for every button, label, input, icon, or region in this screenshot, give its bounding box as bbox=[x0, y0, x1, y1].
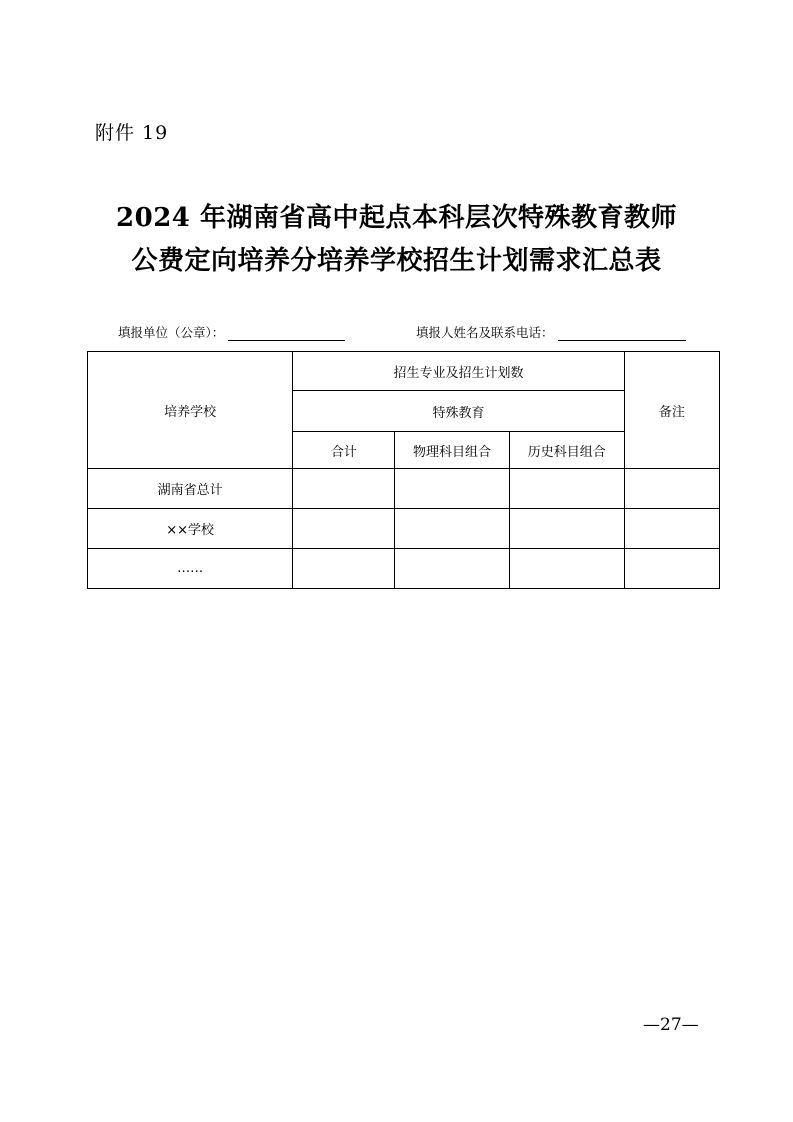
total-cell[interactable] bbox=[293, 549, 395, 589]
school-header: 培养学校 bbox=[88, 352, 293, 469]
document-title-line-2: 公费定向培养分培养学校招生计划需求汇总表 bbox=[131, 246, 662, 276]
school-cell: 湖南省总计 bbox=[88, 469, 293, 509]
total-header: 合计 bbox=[293, 432, 395, 469]
physics-combo-header: 物理科目组合 bbox=[395, 432, 509, 469]
fill-unit-field bbox=[118, 323, 345, 341]
total-cell[interactable] bbox=[293, 469, 395, 509]
physics-cell[interactable] bbox=[395, 549, 509, 589]
table-row bbox=[88, 509, 720, 549]
physics-cell[interactable] bbox=[395, 469, 509, 509]
table-header-row bbox=[88, 352, 720, 391]
table-row bbox=[88, 549, 720, 589]
history-cell[interactable] bbox=[509, 469, 624, 509]
note-cell[interactable] bbox=[624, 469, 719, 509]
history-cell[interactable] bbox=[509, 509, 624, 549]
plan-header: 招生专业及招生计划数 bbox=[293, 352, 625, 391]
fill-unit-blank[interactable] bbox=[228, 326, 345, 341]
fill-contact-label: 填报人姓名及联系电话： bbox=[416, 325, 554, 340]
fill-contact-blank[interactable] bbox=[558, 326, 686, 341]
fill-unit-label: 填报单位（公章）： bbox=[118, 325, 225, 340]
enrollment-summary-table bbox=[87, 351, 720, 589]
history-combo-header: 历史科目组合 bbox=[509, 432, 624, 469]
note-cell[interactable] bbox=[624, 509, 719, 549]
note-cell[interactable] bbox=[624, 549, 719, 589]
physics-cell[interactable] bbox=[395, 509, 509, 549]
major-header: 特殊教育 bbox=[293, 391, 625, 432]
history-cell[interactable] bbox=[509, 549, 624, 589]
school-cell: ××学校 bbox=[88, 509, 293, 549]
table-row bbox=[88, 469, 720, 509]
attachment-label: 附件 19 bbox=[95, 122, 169, 144]
school-cell: …… bbox=[88, 549, 293, 589]
note-header: 备注 bbox=[624, 352, 719, 469]
page-number: —27— bbox=[643, 1015, 699, 1035]
total-cell[interactable] bbox=[293, 509, 395, 549]
fill-contact-field bbox=[416, 323, 686, 341]
document-title-line-1: 2024 年湖南省高中起点本科层次特殊教育教师 bbox=[116, 203, 677, 233]
